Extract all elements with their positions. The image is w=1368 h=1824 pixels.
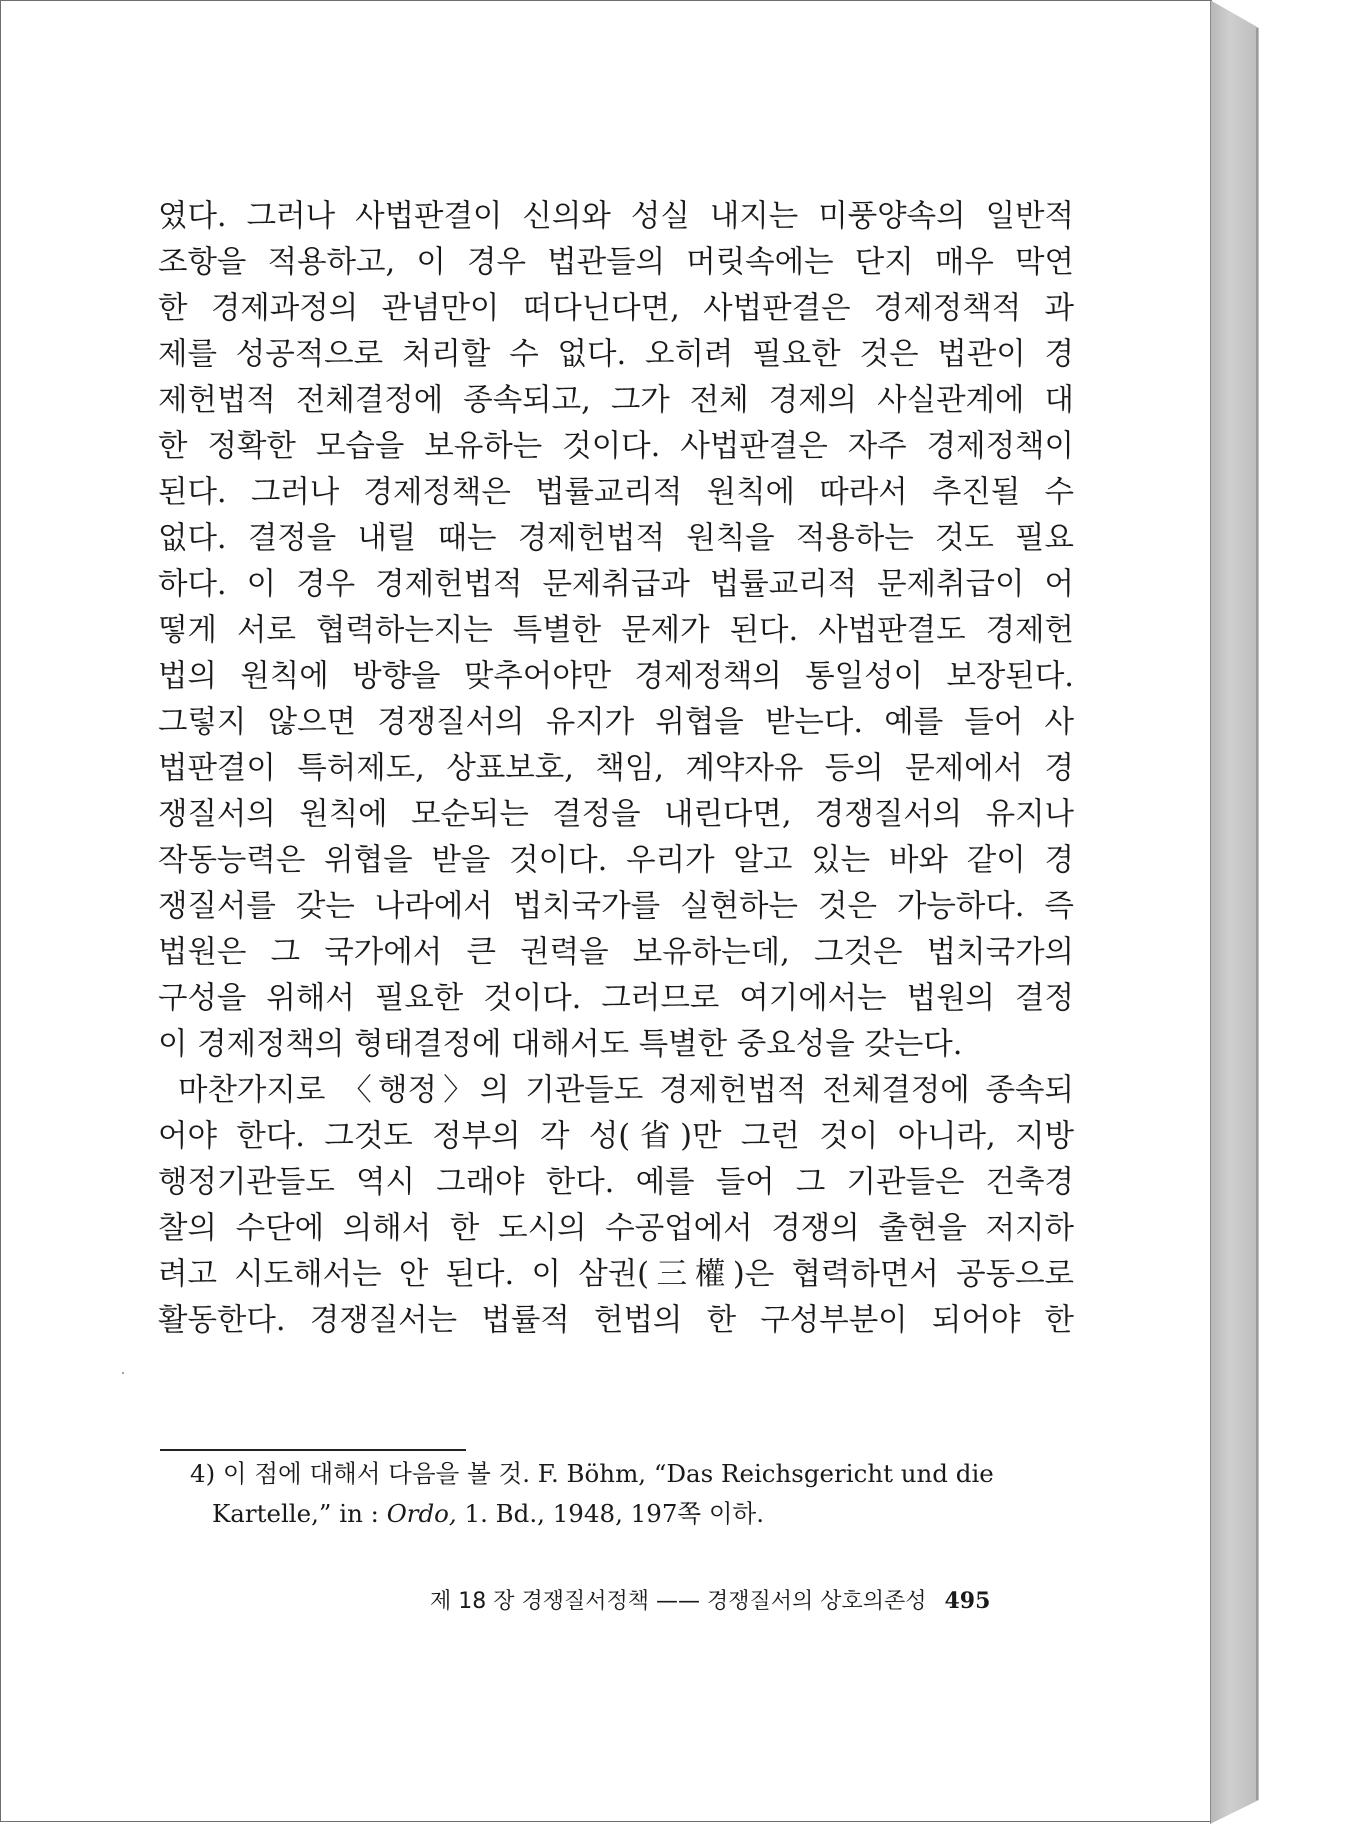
text-line: 법판결이 특허제도, 상표보호, 책임, 계약자유 등의 문제에서 경 (158, 751, 1074, 786)
text-line: 법의 원칙에 방향을 맞추어야만 경제정책의 통일성이 보장된다. (158, 659, 1074, 694)
text-line: 제를 성공적으로 처리할 수 없다. 오히려 필요한 것은 법관이 경 (158, 337, 1074, 372)
text-line: 구성을 위해서 필요한 것이다. 그러므로 여기에서는 법원의 결정 (158, 981, 1074, 1016)
text-line: 한 정확한 모습을 보유하는 것이다. 사법판결은 자주 경제정책이 (158, 429, 1074, 464)
text-line: 쟁질서의 원칙에 모순되는 결정을 내린다면, 경쟁질서의 유지나 (158, 797, 1074, 832)
print-speck (122, 1372, 124, 1374)
running-head: 제 18 장 경쟁질서정책 —— 경쟁질서의 상호의존성 (430, 1589, 927, 1614)
footnote (190, 1454, 1074, 1534)
text-line: 된다. 그러나 경제정책은 법률교리적 원칙에 따라서 추진될 수 (158, 475, 1074, 510)
body-text (158, 194, 1074, 1344)
text-line: 그렇지 않으면 경쟁질서의 유지가 위협을 받는다. 예를 들어 사 (158, 705, 1074, 740)
text-line: 찰의 수단에 의해서 한 도시의 수공업에서 경쟁의 출현을 저지하 (158, 1211, 1074, 1246)
text-line: 없다. 결정을 내릴 때는 경제헌법적 원칙을 적용하는 것도 필요 (158, 521, 1074, 556)
paragraph-start-line: 마찬가지로 〈행정〉의 기관들도 경제헌법적 전체결정에 종속되 (178, 1073, 1074, 1108)
text-line: 행정기관들도 역시 그래야 한다. 예를 들어 그 기관들은 건축경 (158, 1165, 1074, 1200)
footnote-line-2 (190, 1494, 1074, 1534)
text-line: 떻게 서로 협력하는지는 특별한 문제가 된다. 사법판결도 경제헌 (158, 613, 1074, 648)
text-line: 쟁질서를 갖는 나라에서 법치국가를 실현하는 것은 가능하다. 즉 (158, 889, 1074, 924)
paragraph-end-line: 이 경제정책의 형태결정에 대해서도 특별한 중요성을 갖는다. (158, 1027, 963, 1062)
footnote-line-1: 4) 이 점에 대해서 다음을 볼 것. F. Böhm, “Das Reichsgericht und die (190, 1459, 994, 1488)
footnote-text: 1. Bd., 1948, 197쪽 이하. (456, 1499, 764, 1528)
footnote-text: Kartelle,” in : (212, 1499, 387, 1528)
text-line: 려고 시도해서는 안 된다. 이 삼권(三權)은 협력하면서 공동으로 (158, 1257, 1074, 1292)
text-line: 조항을 적용하고, 이 경우 법관들의 머릿속에는 단지 매우 막연 (158, 245, 1074, 280)
text-line: 법원은 그 국가에서 큰 권력을 보유하는데, 그것은 법치국가의 (158, 935, 1074, 970)
page-stack-edge (1210, 0, 1259, 1824)
text-line: 작동능력은 위협을 받을 것이다. 우리가 알고 있는 바와 같이 경 (158, 843, 1074, 878)
page-number: 495 (944, 1588, 991, 1614)
footnote-journal-title: Ordo, (386, 1499, 457, 1528)
text-line: 어야 한다. 그것도 정부의 각 성(省)만 그런 것이 아니라, 지방 (158, 1119, 1074, 1154)
text-line: 였다. 그러나 사법판결이 신의와 성실 내지는 미풍양속의 일반적 (158, 199, 1074, 234)
page-edge-line (1256, 28, 1258, 1800)
footnote-rule (160, 1449, 466, 1451)
text-line: 한 경제과정의 관념만이 떠다닌다면, 사법판결은 경제정책적 과 (158, 291, 1074, 326)
text-line: 하다. 이 경우 경제헌법적 문제취급과 법률교리적 문제취급이 어 (158, 567, 1074, 602)
text-line: 활동한다. 경쟁질서는 법률적 헌법의 한 구성부분이 되어야 한 (158, 1303, 1074, 1338)
page-footer (430, 1582, 1050, 1620)
text-line: 제헌법적 전체결정에 종속되고, 그가 전체 경제의 사실관계에 대 (158, 383, 1074, 418)
